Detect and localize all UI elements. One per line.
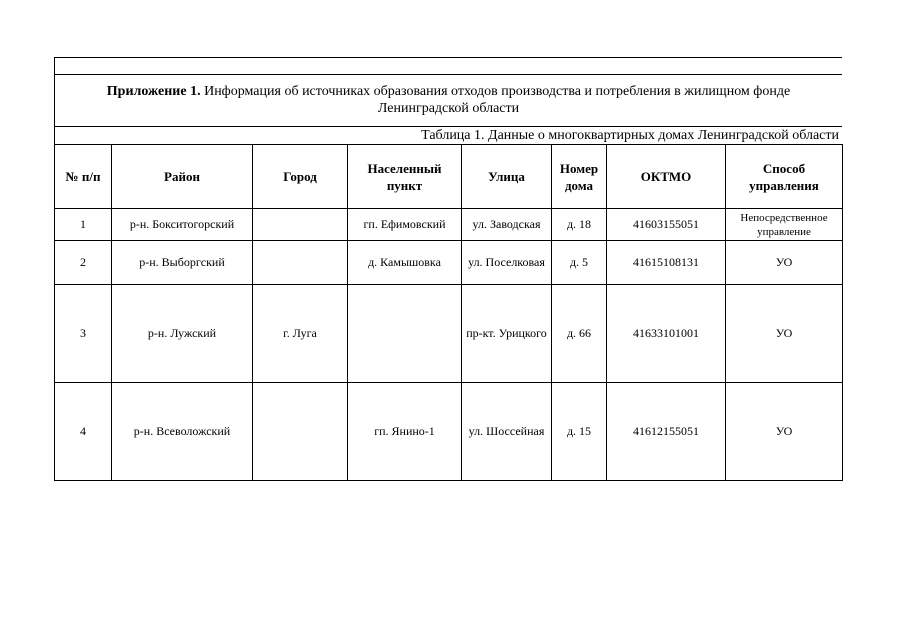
- header-oktmo: ОКТМО: [607, 145, 726, 209]
- table-row: [55, 241, 843, 285]
- blank-row: [54, 57, 842, 74]
- cell-number: 2: [55, 241, 112, 285]
- cell-city: г. Луга: [253, 285, 348, 383]
- heading-text: Информация об источниках образования отходов производства и потребления в жилищном фонде Ленинградской области: [200, 84, 791, 116]
- table-caption: Таблица 1. Данные о многоквартирных домах Ленинградской области: [54, 126, 842, 144]
- cell-district: р-н. Лужский: [112, 285, 253, 383]
- cell-management: УО: [726, 285, 843, 383]
- cell-settlement: [348, 285, 462, 383]
- cell-settlement: гп. Ефимовский: [348, 209, 462, 241]
- cell-number: 4: [55, 383, 112, 481]
- cell-management: Непосредственное управление: [726, 209, 843, 241]
- cell-oktmo: 41612155051: [607, 383, 726, 481]
- cell-house-number: д. 18: [552, 209, 607, 241]
- cell-oktmo: 41633101001: [607, 285, 726, 383]
- header-city: Город: [253, 145, 348, 209]
- cell-street: ул. Шоссейная: [462, 383, 552, 481]
- cell-house-number: д. 15: [552, 383, 607, 481]
- document-heading: [54, 74, 842, 126]
- cell-district: р-н. Бокситогорский: [112, 209, 253, 241]
- apartment-buildings-table: [54, 144, 843, 481]
- cell-settlement: гп. Янино-1: [348, 383, 462, 481]
- cell-management: УО: [726, 383, 843, 481]
- header-street: Улица: [462, 145, 552, 209]
- cell-district: р-н. Всеволожский: [112, 383, 253, 481]
- cell-city: [253, 209, 348, 241]
- table-row: [55, 383, 843, 481]
- cell-street: пр-кт. Урицкого: [462, 285, 552, 383]
- cell-district: р-н. Выборгский: [112, 241, 253, 285]
- cell-street: ул. Поселковая: [462, 241, 552, 285]
- header-management: Способ управления: [726, 145, 843, 209]
- cell-number: 1: [55, 209, 112, 241]
- cell-street: ул. Заводская: [462, 209, 552, 241]
- cell-number: 3: [55, 285, 112, 383]
- cell-city: [253, 241, 348, 285]
- document-sheet: [54, 57, 842, 481]
- table-row: [55, 285, 843, 383]
- header-row: [55, 145, 843, 209]
- cell-house-number: д. 66: [552, 285, 607, 383]
- heading-prefix: Приложение 1.: [106, 84, 201, 99]
- header-house-number: Номер дома: [552, 145, 607, 209]
- cell-oktmo: 41603155051: [607, 209, 726, 241]
- header-settlement: Населенный пункт: [348, 145, 462, 209]
- cell-settlement: д. Камышовка: [348, 241, 462, 285]
- header-number: № п/п: [55, 145, 112, 209]
- cell-management: УО: [726, 241, 843, 285]
- cell-oktmo: 41615108131: [607, 241, 726, 285]
- table-row: [55, 209, 843, 241]
- header-district: Район: [112, 145, 253, 209]
- cell-house-number: д. 5: [552, 241, 607, 285]
- cell-city: [253, 383, 348, 481]
